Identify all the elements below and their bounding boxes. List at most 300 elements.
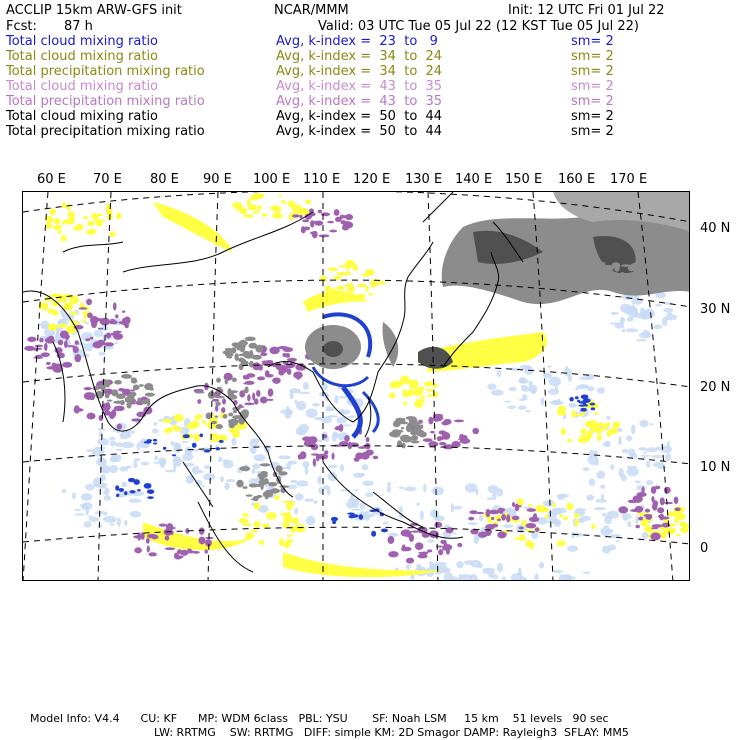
cloud-speckle xyxy=(417,554,427,558)
cloud-speckle xyxy=(246,524,252,527)
legend-row xyxy=(6,109,736,124)
light-cloud-patch xyxy=(626,466,637,468)
cloud-speckle xyxy=(114,406,125,412)
cloud-speckle xyxy=(257,376,265,380)
cloud-speckle xyxy=(292,214,299,217)
cloud-speckle xyxy=(601,262,606,269)
cloud-speckle xyxy=(267,512,275,519)
cloud-speckle xyxy=(174,414,184,421)
light-cloud-patch xyxy=(635,480,641,483)
legend-field-name: Total cloud mixing ratio xyxy=(6,49,159,64)
cloud-speckle xyxy=(113,302,117,310)
cloud-speckle xyxy=(430,431,435,434)
cloud-speckle xyxy=(338,291,342,297)
blue-cloud-speckle xyxy=(591,407,596,410)
light-cloud-patch xyxy=(631,424,636,434)
forecast-hour: 87 h xyxy=(64,19,93,34)
light-cloud-patch xyxy=(97,428,105,431)
cloud-speckle xyxy=(27,337,36,342)
cloud-speckle xyxy=(401,547,412,552)
blue-cloud-speckle xyxy=(172,454,176,456)
cloud-speckle xyxy=(635,506,644,513)
light-cloud-patch xyxy=(128,499,141,503)
cloud-speckle xyxy=(228,413,233,417)
cloud-speckle xyxy=(289,213,293,221)
light-cloud-patch xyxy=(589,478,596,486)
cloud-speckle xyxy=(257,209,261,211)
cloud-speckle xyxy=(615,267,620,272)
cloud-speckle xyxy=(54,218,61,224)
blue-cloud-speckle xyxy=(153,443,157,445)
cloud-speckle xyxy=(300,451,307,459)
cloud-speckle xyxy=(529,542,534,550)
cloud-speckle xyxy=(407,391,412,397)
light-cloud-patch xyxy=(622,449,629,453)
legend-field-name: Total precipitation mixing ratio xyxy=(6,64,205,79)
cloud-speckle xyxy=(91,213,99,219)
cloud-speckle xyxy=(349,283,353,289)
cloud-speckle xyxy=(232,430,240,438)
light-cloud-patch xyxy=(383,521,388,524)
init-time: Init: 12 UTC Fri 01 Jul 22 xyxy=(508,3,665,18)
legend-average: Avg, k-index = 23 to 9 xyxy=(276,34,438,49)
cloud-speckle xyxy=(90,337,94,340)
cloud-speckle xyxy=(349,442,359,447)
cloud-speckle xyxy=(329,288,338,295)
legend-smoothing: sm= 2 xyxy=(571,124,614,139)
light-cloud-patch xyxy=(84,322,89,324)
valid-time: Valid: 03 UTC Tue 05 Jul 22 (12 KST Tue 05 Jul 22) xyxy=(318,19,639,34)
cloud-speckle xyxy=(87,413,96,420)
cloud-speckle xyxy=(601,280,605,283)
light-cloud-patch xyxy=(294,400,297,405)
legend-smoothing: sm= 2 xyxy=(571,64,614,79)
cloud-speckle xyxy=(190,420,200,428)
cloud-speckle xyxy=(413,388,423,396)
light-cloud-patch xyxy=(642,532,649,539)
cloud-speckle xyxy=(249,361,254,368)
cloud-speckle xyxy=(74,354,81,362)
light-cloud-patch xyxy=(134,458,140,461)
light-cloud-patch xyxy=(550,400,562,405)
cloud-speckle xyxy=(571,410,575,418)
light-cloud-patch xyxy=(313,500,317,503)
cloud-speckle xyxy=(106,203,110,210)
cloud-speckle xyxy=(528,504,532,507)
cloud-speckle xyxy=(86,229,94,234)
light-cloud-patch xyxy=(62,489,67,493)
cloud-speckle xyxy=(561,428,566,435)
cloud-speckle xyxy=(526,523,537,528)
blue-cloud-speckle xyxy=(130,490,136,493)
cloud-speckle xyxy=(285,353,290,358)
cloud-speckle xyxy=(223,414,228,418)
cloud-speckle xyxy=(261,482,270,484)
light-cloud-patch xyxy=(618,468,624,477)
institution-label: NCAR/MMM xyxy=(274,3,349,18)
light-cloud-patch xyxy=(642,330,650,338)
cloud-speckle xyxy=(585,421,595,428)
light-cloud-patch xyxy=(346,501,355,509)
legend-row xyxy=(6,34,736,49)
cloud-speckle xyxy=(69,296,79,304)
cloud-speckle xyxy=(271,205,281,211)
cloud-speckle xyxy=(34,345,43,348)
cloud-speckle xyxy=(85,338,90,341)
equatorial-cloud-band xyxy=(143,522,253,550)
light-cloud-patch xyxy=(465,483,477,493)
light-cloud-patch xyxy=(557,494,565,500)
light-cloud-patch xyxy=(338,396,347,399)
blue-cloud-speckle xyxy=(350,513,353,519)
light-cloud-patch xyxy=(104,488,110,496)
model-info-line1: Model Info: V4.4 CU: KF MP: WDM 6class PBL: YSU SF: Noah LSM 15 km 51 levels 90 sec xyxy=(30,712,609,725)
cloud-speckle xyxy=(265,370,270,376)
blue-cloud-speckle xyxy=(199,434,203,438)
light-cloud-patch xyxy=(601,494,604,501)
light-cloud-patch xyxy=(580,516,591,521)
typhoon-eye-region xyxy=(323,341,343,357)
light-cloud-patch xyxy=(575,388,578,391)
cloud-speckle xyxy=(574,414,585,417)
light-cloud-patch xyxy=(198,470,203,473)
cloud-speckle xyxy=(638,517,643,521)
cloud-speckle xyxy=(197,399,201,404)
light-cloud-patch xyxy=(154,455,158,460)
cloud-speckle xyxy=(58,324,66,328)
light-cloud-patch xyxy=(363,481,374,486)
cloud-speckle xyxy=(345,284,349,287)
map-panel xyxy=(22,191,690,581)
light-cloud-patch xyxy=(110,523,115,525)
blue-cloud-speckle xyxy=(147,489,154,494)
cloud-speckle xyxy=(109,231,115,236)
cloud-speckle xyxy=(215,396,225,399)
cloud-speckle xyxy=(519,526,524,529)
cloud-speckle xyxy=(166,523,174,531)
light-cloud-patch xyxy=(226,479,235,482)
cloud-speckle xyxy=(33,348,39,351)
cloud-speckle xyxy=(545,514,548,519)
cloud-speckle xyxy=(105,393,110,399)
blue-cloud-speckle xyxy=(147,496,154,499)
cloud-speckle xyxy=(354,457,360,462)
cloud-speckle xyxy=(279,195,283,197)
light-cloud-patch xyxy=(443,572,453,581)
cloud-speckle xyxy=(111,389,118,396)
cloud-speckle xyxy=(119,321,126,324)
blue-cloud-speckle xyxy=(219,440,224,443)
cloud-speckle xyxy=(373,456,379,460)
light-cloud-patch xyxy=(552,570,563,574)
cloud-speckle xyxy=(251,529,257,533)
cloud-speckle xyxy=(655,486,661,490)
blue-cloud-speckle xyxy=(135,480,139,484)
light-cloud-patch xyxy=(116,449,123,451)
cloud-speckle xyxy=(254,193,264,199)
light-cloud-patch xyxy=(494,580,498,581)
light-cloud-patch xyxy=(299,392,310,395)
cloud-speckle xyxy=(269,347,279,355)
cloud-speckle xyxy=(139,384,144,387)
cloud-speckle xyxy=(265,490,276,493)
light-cloud-patch xyxy=(509,387,517,391)
cloud-speckle xyxy=(205,549,208,553)
cloud-speckle xyxy=(48,336,54,340)
cloud-speckle xyxy=(62,202,66,208)
light-cloud-patch xyxy=(334,395,338,404)
cloud-speckle xyxy=(425,389,433,391)
light-cloud-patch xyxy=(503,524,513,528)
cloud-speckle xyxy=(423,438,433,442)
cloud-speckle xyxy=(223,350,232,354)
cloud-speckle xyxy=(340,220,346,224)
light-cloud-patch xyxy=(294,508,298,515)
light-cloud-patch xyxy=(171,441,175,446)
cloud-speckle xyxy=(437,436,444,440)
cloud-speckle xyxy=(332,453,335,460)
longitude-label: 160 E xyxy=(558,172,596,187)
typhoon-rainband xyxy=(313,367,368,386)
light-cloud-patch xyxy=(642,309,645,317)
cloud-speckle xyxy=(302,219,309,222)
light-cloud-patch xyxy=(628,309,638,318)
cloud-speckle xyxy=(243,214,254,218)
cloud-speckle xyxy=(333,276,341,280)
light-cloud-patch xyxy=(618,436,622,445)
blue-cloud-speckle xyxy=(583,398,591,403)
cloud-speckle xyxy=(202,420,206,424)
light-cloud-patch xyxy=(652,455,663,459)
cloud-speckle xyxy=(116,212,121,219)
light-cloud-patch xyxy=(154,422,158,426)
blue-cloud-speckle xyxy=(124,491,127,495)
cloud-speckle xyxy=(96,219,102,227)
light-cloud-patch xyxy=(600,485,605,489)
cloud-speckle xyxy=(324,450,328,454)
cloud-speckle xyxy=(117,424,122,430)
light-cloud-patch xyxy=(74,509,81,512)
light-cloud-patch xyxy=(101,474,106,481)
light-cloud-patch xyxy=(328,472,338,481)
light-cloud-patch xyxy=(643,452,646,454)
light-cloud-patch xyxy=(133,461,137,469)
light-cloud-patch xyxy=(611,312,619,315)
light-cloud-patch xyxy=(367,514,375,517)
light-cloud-patch xyxy=(114,342,118,345)
latitude-label: 20 N xyxy=(700,380,731,395)
light-cloud-patch xyxy=(84,521,92,528)
legend-field-name: Total cloud mixing ratio xyxy=(6,34,159,49)
cloud-speckle xyxy=(45,223,52,229)
blue-cloud-speckle xyxy=(590,403,596,406)
light-cloud-patch xyxy=(312,403,320,406)
cloud-speckle xyxy=(40,306,47,310)
cloud-speckle xyxy=(411,440,420,443)
cloud-speckle xyxy=(215,415,218,417)
cloud-speckle xyxy=(401,418,405,423)
light-cloud-patch xyxy=(109,436,115,440)
cloud-speckle xyxy=(84,387,92,390)
light-cloud-patch xyxy=(110,440,117,446)
gray-cloud-layer xyxy=(92,192,690,501)
light-cloud-patch xyxy=(620,317,625,323)
cloud-speckle xyxy=(418,552,428,554)
cloud-speckle xyxy=(145,393,155,397)
cloud-speckle xyxy=(557,540,566,546)
light-cloud-patch xyxy=(554,508,567,514)
cloud-speckle xyxy=(110,319,114,321)
light-cloud-patch xyxy=(491,390,504,396)
cloud-speckle xyxy=(580,428,586,434)
cloud-speckle xyxy=(245,532,253,540)
cloud-speckle xyxy=(498,532,507,535)
blue-cloud-speckle xyxy=(153,439,157,442)
light-cloud-patch xyxy=(94,330,104,338)
cloud-speckle xyxy=(657,507,664,513)
cloud-speckle xyxy=(527,508,536,512)
cloud-speckle xyxy=(283,540,291,548)
blue-cloud-speckle xyxy=(331,517,338,521)
cloud-speckle xyxy=(83,216,88,219)
cloud-speckle xyxy=(123,374,132,378)
cloud-speckle xyxy=(454,420,464,423)
light-cloud-patch xyxy=(387,486,391,493)
light-cloud-patch xyxy=(98,352,105,356)
cloud-speckle xyxy=(243,486,248,489)
light-cloud-patch xyxy=(667,312,672,315)
cloud-speckle xyxy=(635,525,639,529)
longitude-label: 140 E xyxy=(455,172,493,187)
light-cloud-patch xyxy=(456,561,464,568)
light-cloud-patch xyxy=(304,467,308,475)
light-cloud-patch xyxy=(665,453,671,461)
cloud-speckle xyxy=(147,534,157,538)
cloud-speckle xyxy=(120,400,125,405)
legend-smoothing: sm= 2 xyxy=(571,94,614,109)
cloud-speckle xyxy=(58,340,64,346)
light-cloud-patch xyxy=(72,492,76,499)
cloud-speckle xyxy=(296,207,304,214)
cloud-speckle xyxy=(434,522,442,528)
cloud-speckle xyxy=(225,348,232,351)
cloud-speckle xyxy=(63,303,74,310)
cloud-speckle xyxy=(260,352,267,356)
light-cloud-patch xyxy=(165,470,176,473)
cloud-speckle xyxy=(393,421,400,428)
cloud-speckle xyxy=(221,407,225,413)
cloud-speckle xyxy=(410,530,420,532)
cloud-speckle xyxy=(47,323,57,330)
light-cloud-patch xyxy=(502,576,506,581)
light-cloud-patch xyxy=(361,464,368,470)
cloud-speckle xyxy=(24,346,35,351)
cloud-speckle xyxy=(338,265,349,268)
light-cloud-patch xyxy=(417,502,420,506)
cloud-speckle xyxy=(533,513,537,520)
northwest-cloud-band xyxy=(153,202,233,252)
blue-cloud-speckle xyxy=(204,449,211,452)
light-cloud-patch xyxy=(203,473,215,481)
cloud-speckle xyxy=(676,534,681,536)
light-cloud-patch xyxy=(665,314,677,320)
cloud-speckle xyxy=(675,507,681,511)
cloud-speckle xyxy=(515,504,520,512)
light-cloud-patch xyxy=(340,464,344,472)
coastal-cloud xyxy=(382,322,398,367)
cloud-speckle xyxy=(41,352,50,357)
cloud-speckle xyxy=(663,527,667,533)
light-cloud-patch xyxy=(399,486,405,488)
light-cloud-patch xyxy=(492,574,498,578)
longitude-label: 80 E xyxy=(150,172,179,187)
light-cloud-patch xyxy=(202,485,205,487)
cloud-speckle xyxy=(232,377,237,382)
light-cloud-patch xyxy=(565,366,568,370)
cloud-speckle xyxy=(535,505,546,513)
light-cloud-patch xyxy=(638,447,647,450)
light-cloud-patch xyxy=(427,539,434,542)
cloud-speckle xyxy=(295,524,306,532)
legend-average: Avg, k-index = 43 to 35 xyxy=(276,79,443,94)
cloud-speckle xyxy=(133,385,140,391)
longitude-label: 110 E xyxy=(303,172,341,187)
cloud-speckle xyxy=(254,521,261,528)
cloud-speckle xyxy=(206,412,212,419)
legend-smoothing: sm= 2 xyxy=(571,34,614,49)
cloud-speckle xyxy=(535,527,540,532)
light-cloud-patch xyxy=(657,466,667,469)
light-cloud-patch xyxy=(626,436,633,442)
cloud-speckle xyxy=(406,558,414,564)
light-cloud-patch xyxy=(636,339,647,341)
cloud-speckle xyxy=(652,503,657,511)
cloud-speckle xyxy=(243,375,248,378)
cloud-speckle xyxy=(635,277,643,283)
cloud-speckle xyxy=(159,523,167,526)
light-cloud-patch xyxy=(317,476,321,485)
light-cloud-patch xyxy=(404,487,416,492)
blue-cloud-speckle xyxy=(183,434,190,438)
light-cloud-patch xyxy=(577,508,587,510)
legend-row xyxy=(6,124,736,139)
cloud-speckle xyxy=(238,341,248,346)
cloud-speckle xyxy=(252,355,262,360)
cloud-speckle xyxy=(401,427,404,429)
legend-row xyxy=(6,64,736,79)
light-cloud-patch xyxy=(431,487,444,496)
blue-cloud-speckle xyxy=(381,528,388,532)
cloud-speckle xyxy=(266,399,274,401)
cloud-speckle xyxy=(98,341,103,344)
cloud-speckle xyxy=(413,423,418,431)
cloud-speckle xyxy=(685,527,688,530)
light-cloud-patch xyxy=(518,399,525,402)
cloud-speckle xyxy=(47,309,57,314)
cloud-speckle xyxy=(411,435,418,440)
cloud-speckle xyxy=(491,517,494,520)
cloud-speckle xyxy=(388,551,398,557)
cloud-speckle xyxy=(247,394,250,401)
latitude-label: 10 N xyxy=(700,460,731,475)
light-cloud-patch xyxy=(285,456,290,459)
cloud-speckle xyxy=(591,524,595,530)
cloud-speckle xyxy=(66,345,75,347)
light-cloud-patch xyxy=(594,507,606,510)
blue-cloud-speckle xyxy=(371,531,376,537)
cloud-speckle xyxy=(126,401,131,408)
cloud-speckle xyxy=(281,200,286,204)
